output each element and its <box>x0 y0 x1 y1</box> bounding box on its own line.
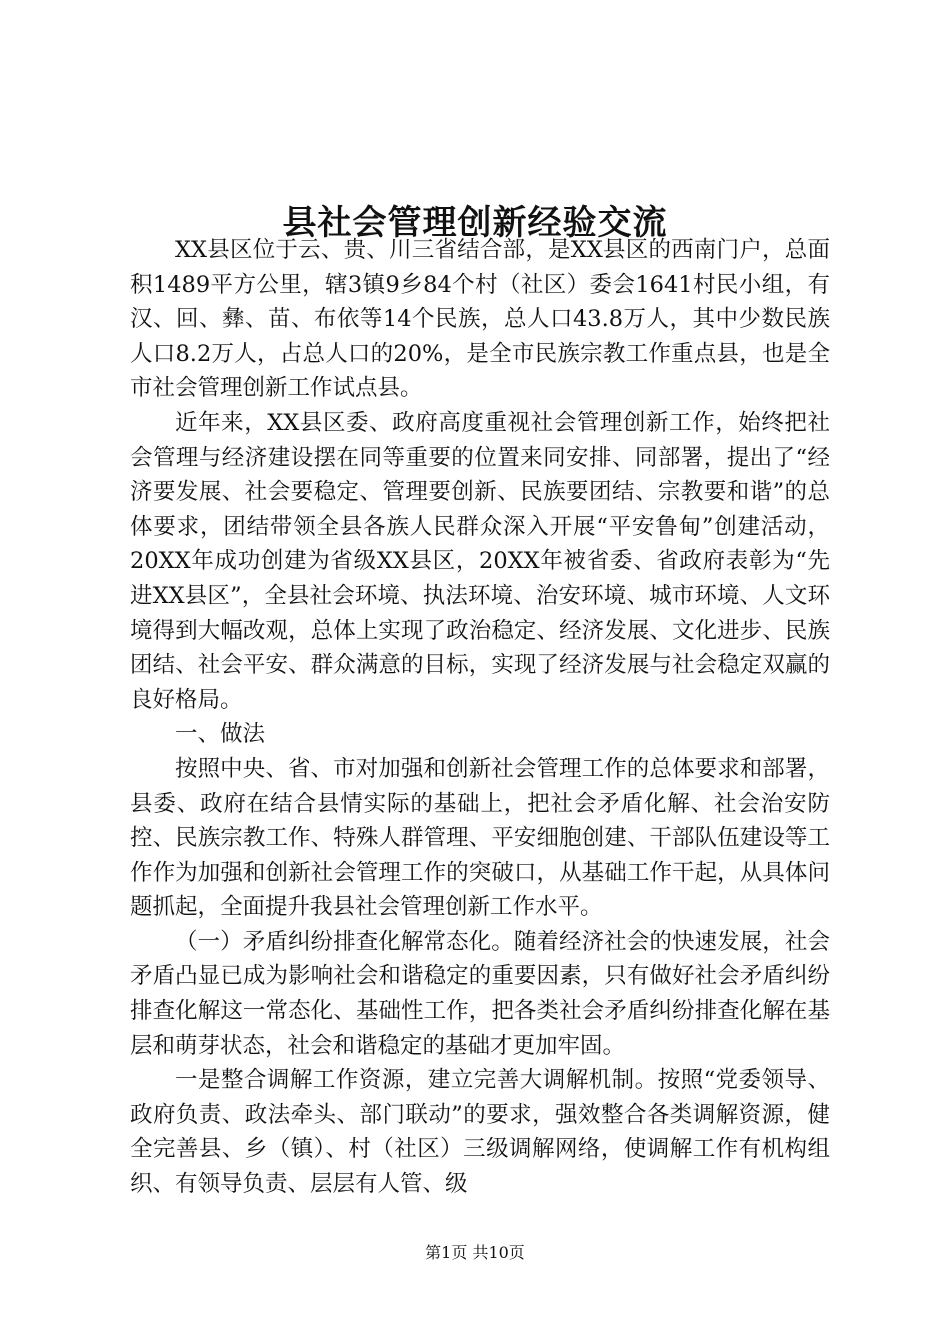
section-heading: 一、做法 <box>175 721 266 748</box>
document-title: 县社会管理创新经验交流 <box>282 202 668 243</box>
paragraph-2: 近年来，XX县区委、政府高度重视社会管理创新工作，始终把社会管理与经济建设摆在同等重要的位置来同安排、同部署，提出了“经济要发展、社会要稳定、管理要创新、民族要团结、宗教要和谐”的总体要求，团结带领全县各族人民群众深入开展“平安鲁甸”创建活动，20XX年成功创建为省级XX县区，20XX年被省委、省政府表彰为“先进XX县区”，全县社会环境、执法环境、治安环境、城市环境、人文环境得到大幅改观，总体上实现了政治稳定、经济发展、文化进步、民族团结、社会平安、群众满意的目标，实现了经济发展与社会稳定双赢的良好格局。 <box>130 409 830 713</box>
document-body <box>130 233 830 1202</box>
paragraph-5: 一是整合调解工作资源，建立完善大调解机制。按照“党委领导、政府负责、政法牵头、部门联动”的要求，强效整合各类调解资源，健全完善县、乡（镇）、村（社区）三级调解网络，使调解工作有机构组织、有领导负责、层层有人管、级 <box>130 1067 830 1198</box>
page-footer: 第1页 共10页 <box>425 1243 525 1262</box>
paragraph-4: （一）矛盾纠纷排查化解常态化。随着经济社会的快速发展，社会矛盾凸显已成为影响社会和谐稳定的重要因素，只有做好社会矛盾纠纷排查化解这一常态化、基础性工作，把各类社会矛盾纠纷排查化解在基层和萌芽状态，社会和谐稳定的基础才更加牢固。 <box>130 928 830 1059</box>
paragraph-1: XX县区位于云、贵、川三省结合部，是XX县区的西南门户，总面积1489平方公里，辖3镇9乡84个村（社区）委会1641村民小组，有汉、回、彝、苗、布依等14个民族，总人口43.8万人，其中少数民族人口8.2万人，占总人口的20%，是全市民族宗教工作重点县，也是全市社会管理创新工作试点县。 <box>130 237 830 402</box>
paragraph-3: 按照中央、省、市对加强和创新社会管理工作的总体要求和部署，县委、政府在结合县情实际的基础上，把社会矛盾化解、社会治安防控、民族宗教工作、特殊人群管理、平安细胞创建、干部队伍建设等工作作为加强和创新社会管理工作的突破口，从基础工作干起，从具体问题抓起，全面提升我县社会管理创新工作水平。 <box>130 755 830 921</box>
